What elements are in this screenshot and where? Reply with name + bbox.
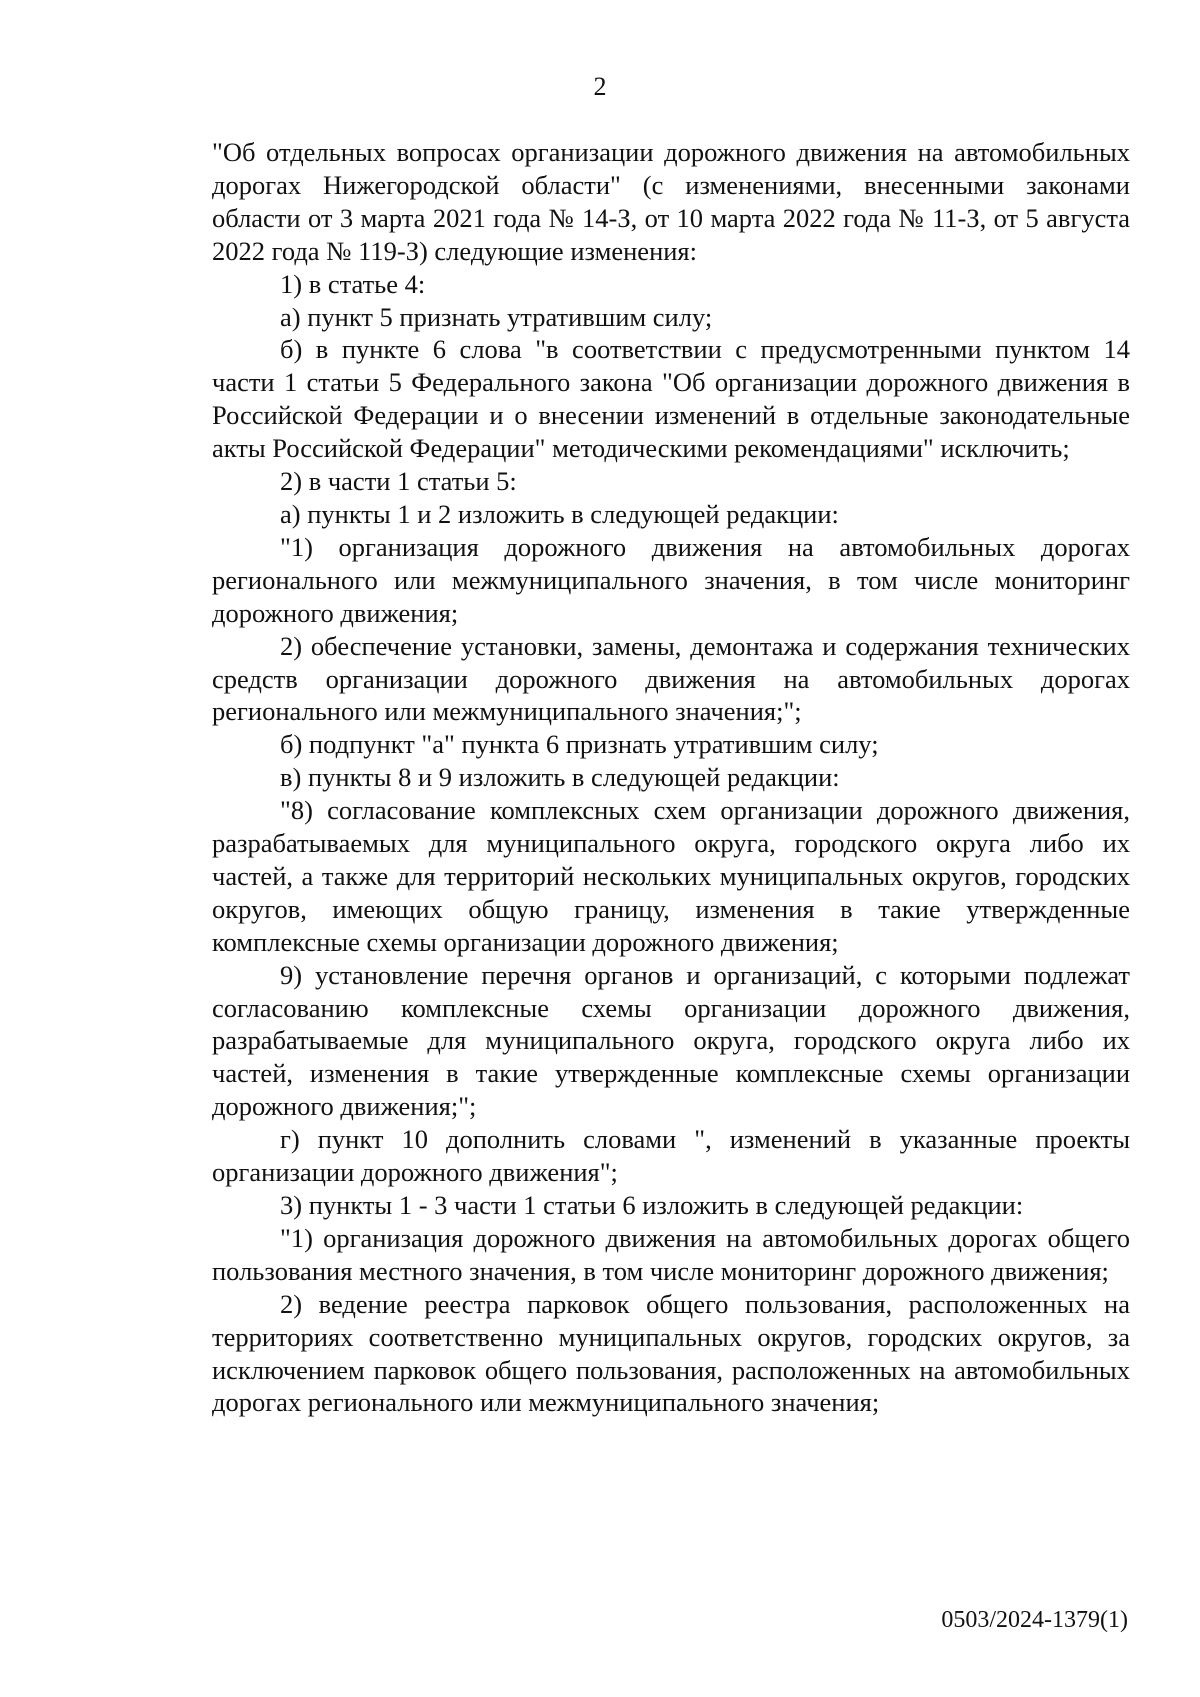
paragraph: "8) согласование комплексных схем организации дорожного движения, разрабатываемых для муниципального округа, городского округа либо их частей, а также для территорий нескольких муниципальных округов, городских округов, имеющих общую границу, изменения в такие утвержденные комплексные схемы организации дорожного движения; — [212, 795, 1130, 957]
paragraph: 3) пункты 1 - 3 части 1 статьи 6 изложить в следующей редакции: — [280, 1190, 1024, 1220]
page-number: 2 — [593, 72, 607, 101]
paragraph: г) пункт 10 дополнить словами ", изменений в указанные проекты организации дорожного движения"; — [212, 1124, 1130, 1188]
paragraph: "1) организация дорожного движения на автомобильных дорогах общего пользования местного значения, в том числе мониторинг дорожного движения; — [212, 1222, 1130, 1286]
paragraph: 2) обеспечение установки, замены, демонтажа и содержания технических средств организации дорожного движения на автомобильных дорогах регионального или межмуниципального значения;"; — [212, 630, 1130, 727]
paragraph: в) пункты 8 и 9 изложить в следующей редакции: — [280, 762, 840, 793]
paragraph: б) в пункте 6 слова "в соответствии с предусмотренными пунктом 14 части 1 статьи 5 Федерального закона "Об организации дорожного движения в Российской Федерации и о внесении изменений в отдельные законодательные акты Российской Федерации" методическими рекомендациями" исключить; — [212, 334, 1130, 464]
paragraph: а) пункты 1 и 2 изложить в следующей редакции: — [280, 498, 839, 529]
paragraph: б) подпункт "а" пункта 6 признать утратившим силу; — [280, 729, 879, 760]
paragraph: 2) ведение реестра парковок общего пользования, расположенных на территориях соответственно муниципальных округов, городских округов, за исключением парковок общего пользования, расположенных на автомобильных дорогах регионального или межмуниципального значения; — [212, 1288, 1130, 1418]
paragraph: "Об отдельных вопросах организации дорожного движения на автомобильных дорогах Нижегородской области" (с изменениями, внесенными законами области от 3 марта 2021 года № 14-З, от 10 марта 2022 года № 11-З, от 5 августа 2022 года № 119-З) следующие изменения: — [212, 137, 1130, 266]
document-registration-code: 0503/2024-1379(1) — [941, 1607, 1128, 1633]
paragraph: "1) организация дорожного движения на автомобильных дорогах регионального или межмуниципального значения, в том числе мониторинг дорожного движения; — [212, 531, 1130, 628]
paragraph: 1) в статье 4: — [280, 268, 426, 299]
paragraph: 2) в части 1 статьи 5: — [280, 466, 517, 497]
document-body — [212, 136, 1130, 1419]
paragraph: 9) установление перечня органов и организаций, с которыми подлежат согласованию комплексные схемы организации дорожного движения, разрабатываемые для муниципального округа, городского округа либо их частей, изменения в такие утвержденные комплексные схемы организации дорожного движения;"; — [212, 959, 1130, 1122]
paragraph: а) пункт 5 признать утратившим силу; — [280, 301, 713, 332]
